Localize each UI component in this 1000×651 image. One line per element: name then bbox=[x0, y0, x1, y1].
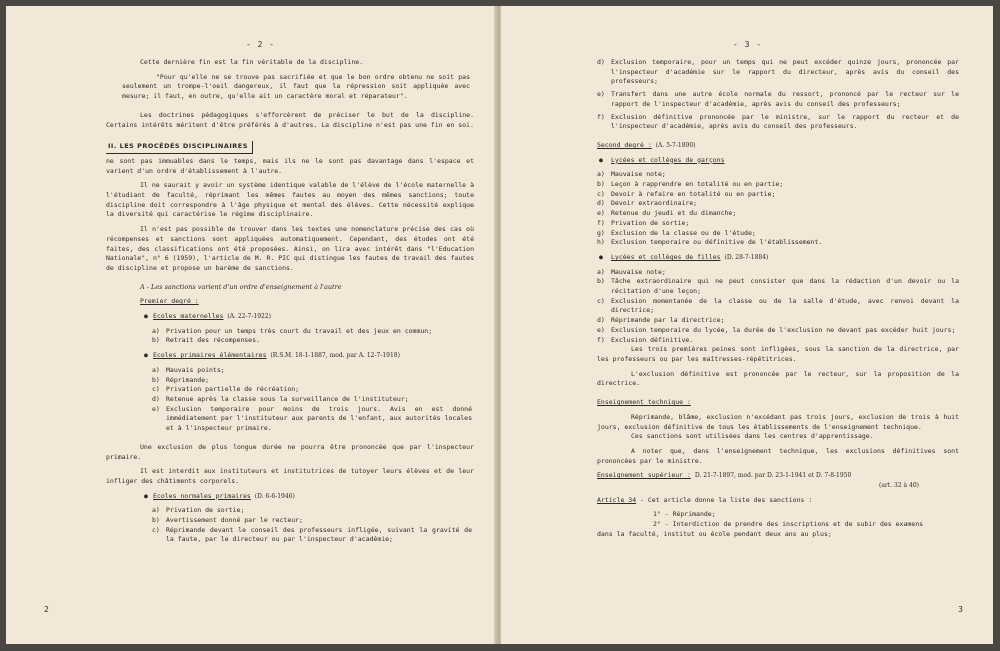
list-item: e) Retenue du jeudi et du dimanche; bbox=[597, 209, 737, 218]
sanction-list bbox=[597, 58, 959, 132]
list-item: c) Devoir à refaire en totalité ou en partie; bbox=[597, 189, 776, 198]
paragraph: Les doctrines pédagogiques s'efforcèrent de préciser le but de la discipline. Certains intérêts méritent d'être préférés à d'autres. La discipline n'est pas une fin en soi. bbox=[106, 110, 474, 129]
group-title: Ecoles primaires élémentaires bbox=[153, 351, 267, 360]
right-page bbox=[501, 6, 993, 644]
list-item: c) Réprimande devant le conseil des professeurs infligée, suivant la gravité de la faute, par le directeur ou par l'inspecteur d'académie; bbox=[152, 525, 472, 544]
list-item: b) Tâche extraordinaire qui ne peut consister que dans la rédaction d'un devoir ou la récitation d'une leçon; bbox=[597, 277, 959, 296]
technique-heading: Enseignement technique : bbox=[597, 398, 691, 407]
sanction-list bbox=[152, 506, 472, 545]
left-page-content bbox=[106, 58, 474, 545]
paragraph: Ces sanctions sont utilisées dans les centres d'apprentissage. bbox=[631, 432, 874, 441]
paragraph: A noter que, dans l'enseignement technique, les exclusions définitives sont prononcées par le ministre. bbox=[597, 446, 959, 465]
list-item: d) Devoir extraordinaire; bbox=[597, 199, 698, 208]
paragraph: Les trois premières peines sont infligées, sous la sanction de la directrice, par les professeurs ou par les maîtresses-répétitrices. bbox=[597, 345, 959, 363]
bullet-heading-garcons: ● Lycées et collèges de garçons bbox=[599, 155, 725, 164]
paragraph: Il ne saurait y avoir un système identique valable de l'élève de l'école maternelle à l'étudiant de faculté, réprimant les mêmes fautes au moyen des mêmes sanctions; toute discipline doit correspondre à l'âge physique et mental des élèves. Cette nécessité explique la diversité qui caractérise le régime disciplinaire. bbox=[106, 181, 474, 219]
list-item: b) Avertissement donné par le recteur; bbox=[152, 516, 303, 525]
bullet-icon: ● bbox=[144, 491, 148, 500]
bullet-heading-normales bbox=[144, 492, 474, 502]
list-item: f) Exclusion définitive. bbox=[597, 335, 694, 344]
list-item: g) Exclusion de la classe ou de l'étude; bbox=[597, 228, 756, 237]
bullet-icon: ● bbox=[144, 312, 148, 321]
list-item: f) Exclusion définitive prononcée par le ministre, sur le rapport du recteur et de l'inspecteur d'académie, après avis du conseil des professeurs. bbox=[597, 112, 959, 131]
second-degre-heading: Second degré : (A. 5-7-1890) bbox=[597, 140, 696, 149]
numbered-item: 2° - Interdiction de prendre des inscriptions et de subir des examens bbox=[653, 520, 924, 529]
sanction-list bbox=[597, 268, 959, 346]
list-item: a) Mauvaise note; bbox=[597, 267, 666, 276]
list-item: b) Leçon à rapprendre en totalité ou en partie; bbox=[597, 180, 784, 189]
paragraph: Il est interdit aux instituteurs et institutrices de tutoyer leurs élèves et de leur infliger des châtiments corporels. bbox=[106, 467, 474, 485]
page-marker-right: - 3 - bbox=[733, 40, 763, 49]
paragraph: Réprimande, blâme, exclusion n'excédant pas trois jours, exclusion de trois à huit jours, exclusion définitive de tous les établissements de l'enseignement technique. bbox=[597, 412, 959, 431]
article-34: Article 34 - Cet article donne la liste des sanctions : bbox=[597, 495, 813, 504]
italic-subheading: A - Les sanctions varient d'un ordre d'enseignement à l'autre bbox=[140, 282, 342, 291]
group-reference: (D. 6-6-1946) bbox=[254, 492, 295, 500]
paragraph: Il n'est pas possible de trouver dans les textes une nomenclature précise des cas où récompenses et sanctions sont appliquées automatiquement. Cependant, des études ont été faites, des classifications ont été proposées. Ainsi, on lira avec intérêt dans "l'Education Nationale", n° 6 (1959), l'article de M. R. PIC qui distingue les fautes de travail des fautes de discipline et propose un barème de sanctions. bbox=[106, 225, 474, 272]
list-item: h) Exclusion temporaire ou définitive de l'établissement. bbox=[597, 238, 823, 247]
paragraph: dans la faculté, institut ou école pendant deux ans au plus; bbox=[597, 529, 832, 538]
list-item: b) Retrait des récompenses. bbox=[152, 336, 260, 345]
list-item: e) Transfert dans une autre école normale du ressort, prononcé par le recteur sur le rapport de l'inspecteur d'académie, après avis du conseil des professeurs; bbox=[597, 90, 959, 108]
page-number-left: 2 bbox=[44, 605, 49, 614]
list-item: e) Exclusion temporaire pour moins de trois jours. Avis en est donné immédiatement par l'instituteur aux parents de l'enfant, aux autorités locales et à l'inspecteur primaire. bbox=[152, 404, 472, 433]
bullet-heading-maternelles bbox=[144, 312, 474, 322]
list-item: a) Mauvais points; bbox=[152, 365, 225, 374]
sanction-list bbox=[597, 170, 959, 248]
group-title: Ecoles maternelles bbox=[153, 312, 224, 321]
list-item: e) Exclusion temporaire du lycée, la durée de l'exclusion ne devant pas excéder huit jours; bbox=[597, 325, 956, 334]
bullet-icon: ● bbox=[599, 155, 603, 164]
left-page bbox=[6, 6, 496, 644]
superieur-heading: Enseignement supérieur : D. 21-7-1897, mod. par D. 23-1-1941 et D. 7-8-1950 bbox=[597, 471, 852, 480]
premier-degre-heading: Premier degré : bbox=[140, 297, 199, 306]
list-item: c) Exclusion momentanée de la classe ou de la salle d'étude, avec renvoi devant la directrice; bbox=[597, 296, 959, 315]
page-number-right: 3 bbox=[958, 605, 963, 614]
sanction-list bbox=[152, 366, 472, 434]
bullet-heading-primaires bbox=[144, 351, 474, 361]
numbered-item: 1° - Réprimande; bbox=[653, 510, 716, 519]
group-reference: (R.S.M. 18-1-1887, mod. par A. 12-7-1918) bbox=[270, 352, 400, 360]
list-item: d) Retenue après la classe sous la surveillance de l'instituteur; bbox=[152, 394, 409, 403]
page-marker-left: - 2 - bbox=[246, 40, 276, 49]
list-item: a) Mauvaise note; bbox=[597, 170, 666, 179]
list-item: f) Privation de sortie; bbox=[597, 218, 690, 227]
paragraph: ne sont pas immuables dans le temps, mais ils ne le sont pas davantage dans l'espace et varient d'un ordre d'établissement à l'autre. bbox=[106, 156, 474, 175]
list-item: d) Exclusion temporaire, pour un temps qui ne peut excéder quinze jours, prononcée par l'inspecteur d'académie sur le rapport du directeur, après avis du conseil des professeurs; bbox=[597, 58, 959, 86]
bullet-icon: ● bbox=[144, 351, 148, 360]
group-title: Ecoles normales primaires bbox=[153, 491, 251, 500]
list-item: b) Réprimande; bbox=[152, 375, 210, 384]
right-page-content bbox=[597, 58, 959, 540]
list-item: a) Privation pour un temps très court du travail et des jeux en commun; bbox=[152, 326, 433, 335]
quotation: "Pour qu'elle ne se trouve pas sacrifiée et que le bon ordre obtenu ne soit pas seulement un trompe-l'oeil dangereux, il faut que la répression soit appliquée avec mesure; il faut, en outre, qu'elle ait un caractère moral et réparateur". bbox=[122, 72, 470, 101]
paragraph: Cette dernière fin est la fin véritable de la discipline. bbox=[140, 58, 364, 66]
paragraph: L'exclusion définitive est prononcée par le recteur, sur la proposition de la directrice. bbox=[597, 369, 959, 388]
list-item: d) Réprimande par la directrice; bbox=[597, 316, 725, 325]
section-heading: II. LES PROCÉDÉS DISCIPLINAIRES bbox=[106, 141, 253, 154]
list-item: a) Privation de sortie; bbox=[152, 506, 245, 515]
paragraph: Une exclusion de plus longue durée ne pourra être prononcée que par l'inspecteur primaire. bbox=[106, 442, 474, 461]
group-reference: (A. 22-7-1922) bbox=[227, 313, 271, 321]
superieur-reference: (art. 32 à 40) bbox=[878, 482, 919, 490]
list-item: c) Privation partielle de récréation; bbox=[152, 385, 300, 394]
bullet-icon: ● bbox=[599, 252, 603, 261]
bullet-heading-filles: ● Lycées et collèges de filles (D. 28-7-1884) bbox=[599, 252, 769, 261]
sanction-list bbox=[152, 327, 472, 346]
